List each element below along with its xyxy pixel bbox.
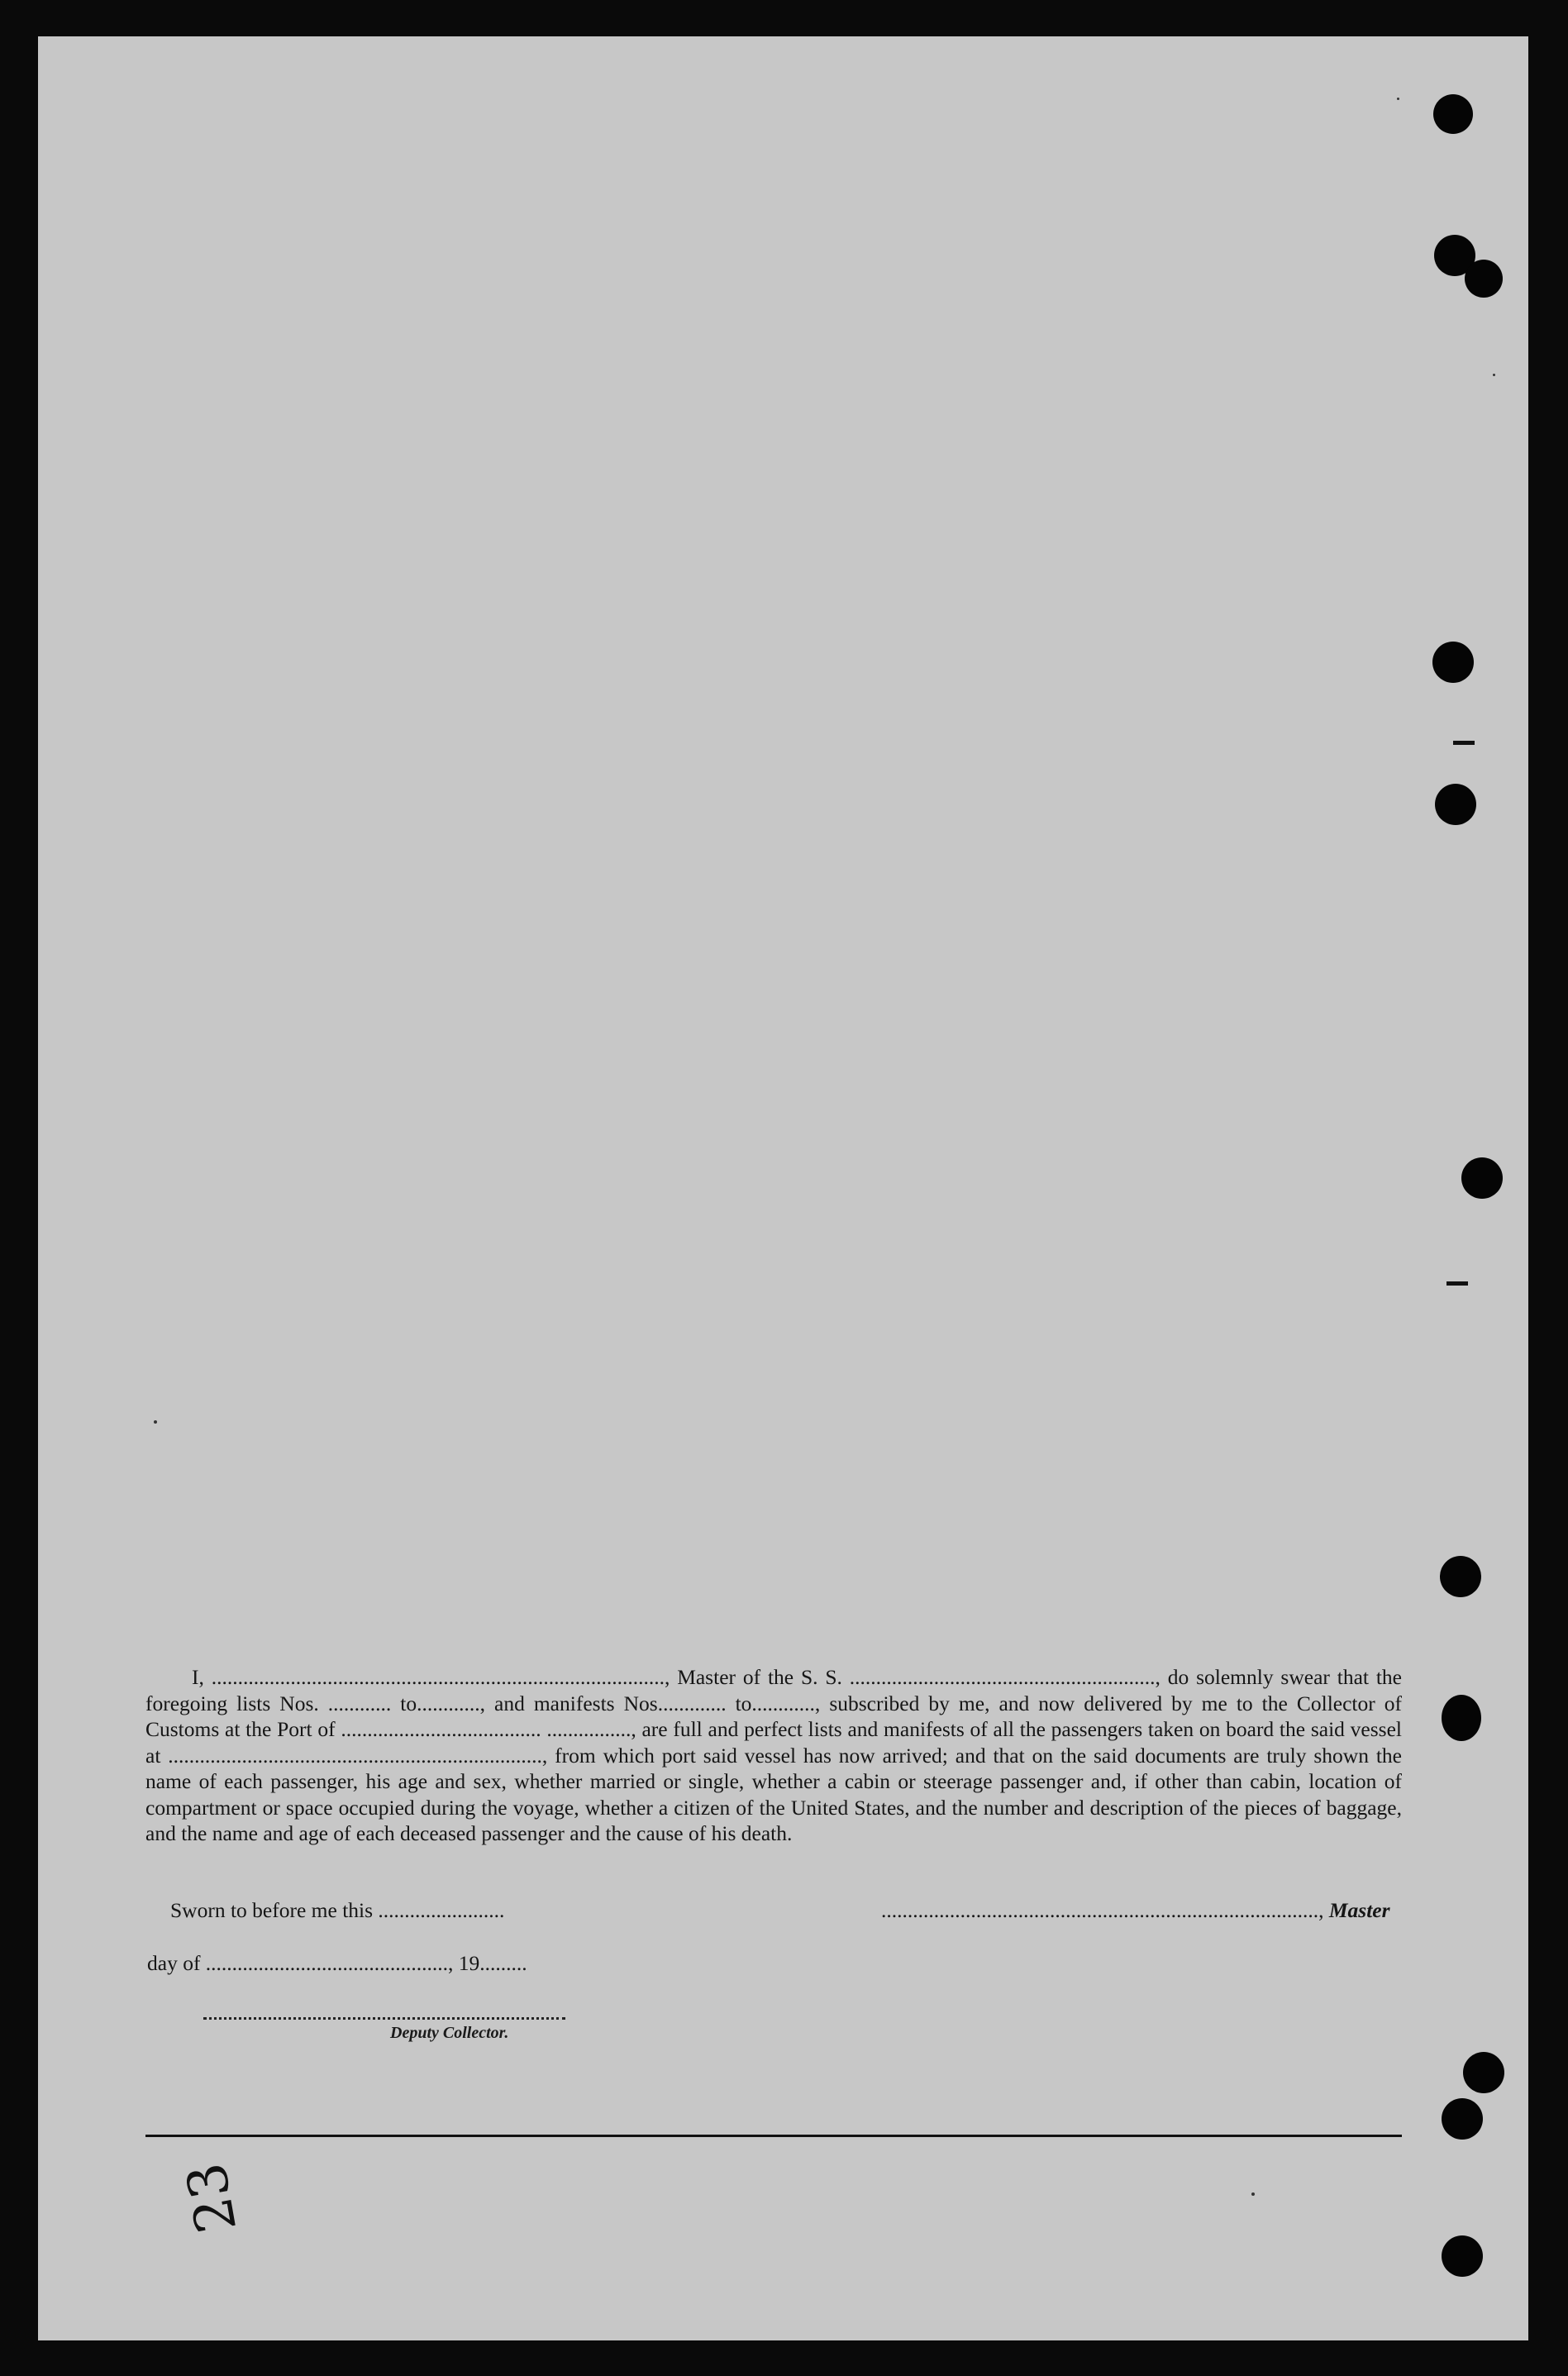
oath-paragraph: I, ......................................................................................, Master of the S. S. .........................................................., do solemnly swear that the foregoing lists Nos. ............ to............, and manifests Nos............. to............, subscribed by me, and now delivered by me to the Collector of Customs at the Port of ...................................... ................, are full and perfect lists and manifests of all the passengers taken on board the said vessel at ......................................................................., from which port said vessel has now arrived; and that on the said documents are truly shown the name of each passenger, his age and sex, whether married or single, whether a cabin or steerage passenger and, if other than cabin, location of compartment or space occupied during the voyage, whether a citizen of the United States, and the number and description of the pieces of baggage, and the name and age of each deceased passenger and the cause of his death.: [145, 1665, 1402, 1845]
deputy-signature-line: [203, 2017, 565, 2020]
speck: [1493, 374, 1495, 376]
master-label: Master: [1328, 1898, 1390, 1922]
punch-hole: [1442, 2235, 1483, 2277]
punch-hole: [1442, 1695, 1481, 1741]
speck: [154, 1420, 157, 1424]
speck: [1397, 98, 1399, 100]
punch-hole: [1463, 2052, 1504, 2093]
sworn-text: Sworn to before me this ........................: [170, 1898, 505, 1922]
day-text: day of .............................................., 19.........: [147, 1951, 527, 1975]
margin-mark: [1453, 741, 1475, 745]
punch-hole: [1465, 260, 1503, 298]
speck: [1251, 2192, 1255, 2196]
day-line: [147, 1951, 527, 1976]
sworn-line: [170, 1898, 504, 1923]
punch-hole: [1432, 642, 1474, 683]
document-page: [38, 36, 1528, 2340]
deputy-label: Deputy Collector.: [390, 2024, 509, 2042]
punch-hole: [1433, 94, 1473, 134]
handwritten-page-number: 23: [174, 2158, 250, 2238]
punch-hole: [1461, 1157, 1503, 1199]
bottom-rule: [145, 2135, 1402, 2137]
master-signature-line: [881, 1898, 1390, 1923]
margin-mark: [1446, 1281, 1468, 1286]
master-dots: ...................................................................................,: [881, 1898, 1324, 1922]
punch-hole: [1440, 1556, 1481, 1597]
punch-hole: [1442, 2098, 1483, 2140]
punch-hole: [1435, 784, 1476, 825]
